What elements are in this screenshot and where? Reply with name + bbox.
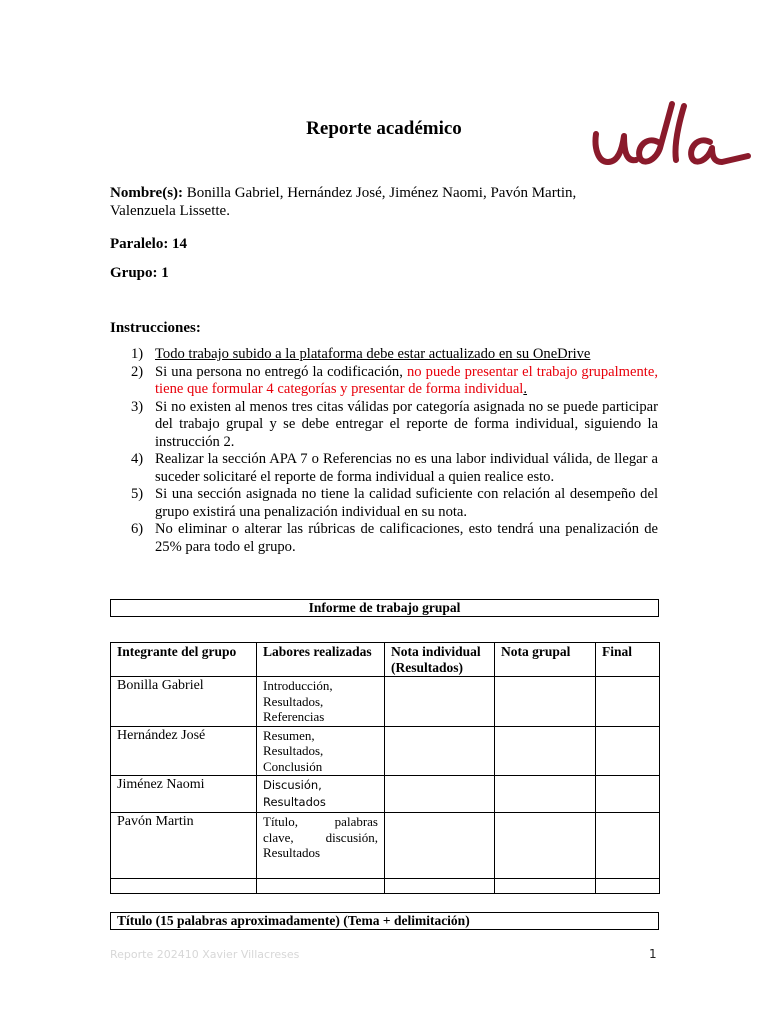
tasks-cell: Introducción, Resultados, Referencias bbox=[257, 677, 385, 727]
instruction-text: Si una sección asignada no tiene la calidad suficiente con relación al desempeño del grupo existirá una penalización individual en su nota. bbox=[155, 486, 658, 520]
header-tasks: Labores realizadas bbox=[257, 643, 385, 677]
instruction-text-end: . bbox=[523, 381, 528, 397]
instruction-item bbox=[110, 486, 658, 521]
instruction-text: Si una persona no entregó la codificación, bbox=[155, 363, 407, 380]
empty-cell[interactable] bbox=[257, 879, 385, 894]
header-final: Final bbox=[596, 643, 660, 677]
group-grade-cell[interactable] bbox=[495, 776, 596, 813]
member-cell: Jiménez Naomi bbox=[111, 776, 257, 813]
group-grade-cell[interactable] bbox=[495, 813, 596, 879]
informe-title-box: Informe de trabajo grupal bbox=[110, 599, 659, 617]
group-grade-cell[interactable] bbox=[495, 726, 596, 776]
footer-text: Reporte 202410 Xavier Villacreses bbox=[110, 948, 300, 961]
header-individual-grade: Nota individual (Resultados) bbox=[385, 643, 495, 677]
group-grade-cell[interactable] bbox=[495, 677, 596, 727]
instruction-item bbox=[110, 399, 658, 452]
header-group-grade: Nota grupal bbox=[495, 643, 596, 677]
instruction-number: 1) bbox=[131, 346, 144, 362]
table-row bbox=[111, 813, 660, 879]
empty-cell[interactable] bbox=[385, 879, 495, 894]
instructions-heading: Instrucciones: bbox=[110, 320, 201, 336]
header-member: Integrante del grupo bbox=[111, 643, 257, 677]
instruction-item bbox=[110, 346, 658, 364]
instruction-text: Todo trabajo subido a la plataforma debe estar actualizado en su OneDrive bbox=[155, 346, 591, 362]
grupo: Grupo: 1 bbox=[110, 265, 169, 281]
final-grade-cell[interactable] bbox=[596, 776, 660, 813]
table-row-empty bbox=[111, 879, 660, 894]
member-cell: Hernández José bbox=[111, 726, 257, 776]
instruction-text-highlight: no puede presentar el trabajo grupalmente, tiene que formular 4 categorías y presentar de forma individual bbox=[155, 363, 658, 397]
empty-cell[interactable] bbox=[111, 879, 257, 894]
table-header-row bbox=[111, 643, 660, 677]
final-grade-cell[interactable] bbox=[596, 813, 660, 879]
names-value: Bonilla Gabriel, Hernández José, Jiménez Naomi, Pavón Martin, Valenzuela Lissette. bbox=[110, 185, 577, 219]
titulo-box: Título (15 palabras aproximadamente) (Tema + delimitación) bbox=[110, 912, 659, 930]
names-line bbox=[110, 184, 630, 220]
member-cell: Bonilla Gabriel bbox=[111, 677, 257, 727]
individual-grade-cell[interactable] bbox=[385, 726, 495, 776]
empty-cell[interactable] bbox=[495, 879, 596, 894]
page-number: 1 bbox=[649, 947, 657, 961]
grades-table bbox=[110, 642, 660, 894]
table-row bbox=[111, 776, 660, 813]
instruction-item bbox=[110, 521, 658, 556]
final-grade-cell[interactable] bbox=[596, 726, 660, 776]
instruction-number: 6) bbox=[131, 521, 144, 537]
table-row bbox=[111, 677, 660, 727]
tasks-cell: Discusión, Resultados bbox=[257, 776, 385, 813]
instruction-text: Si no existen al menos tres citas válidas por categoría asignada no se puede participar del trabajo grupal y se debe entregar el reporte de forma individual, siguiendo la instrucción 2. bbox=[155, 398, 658, 450]
instruction-number: 5) bbox=[131, 486, 144, 502]
instruction-item bbox=[110, 364, 658, 399]
instruction-number: 3) bbox=[131, 398, 144, 415]
empty-cell[interactable] bbox=[596, 879, 660, 894]
instruction-number: 4) bbox=[131, 451, 144, 467]
final-grade-cell[interactable] bbox=[596, 677, 660, 727]
instruction-number: 2) bbox=[131, 363, 144, 380]
table-row bbox=[111, 726, 660, 776]
names-label: Nombre(s): bbox=[110, 185, 184, 201]
individual-grade-cell[interactable] bbox=[385, 776, 495, 813]
individual-grade-cell[interactable] bbox=[385, 677, 495, 727]
instruction-item bbox=[110, 451, 658, 486]
page-title: Reporte académico bbox=[306, 118, 462, 139]
instruction-text: No eliminar o alterar las rúbricas de calificaciones, esto tendrá una penalización de 25% para todo el grupo. bbox=[155, 521, 658, 555]
udla-logo bbox=[586, 96, 752, 176]
instruction-text: Realizar la sección APA 7 o Referencias no es una labor individual válida, de llegar a suceder solicitaré el reporte de forma individual a quien realice esto. bbox=[155, 451, 658, 485]
tasks-cell: Título, palabras clave, discusión, Resultados bbox=[257, 813, 385, 879]
individual-grade-cell[interactable] bbox=[385, 813, 495, 879]
paralelo: Paralelo: 14 bbox=[110, 236, 188, 252]
member-cell: Pavón Martin bbox=[111, 813, 257, 879]
instructions-list bbox=[110, 346, 658, 556]
tasks-cell: Resumen, Resultados, Conclusión bbox=[257, 726, 385, 776]
